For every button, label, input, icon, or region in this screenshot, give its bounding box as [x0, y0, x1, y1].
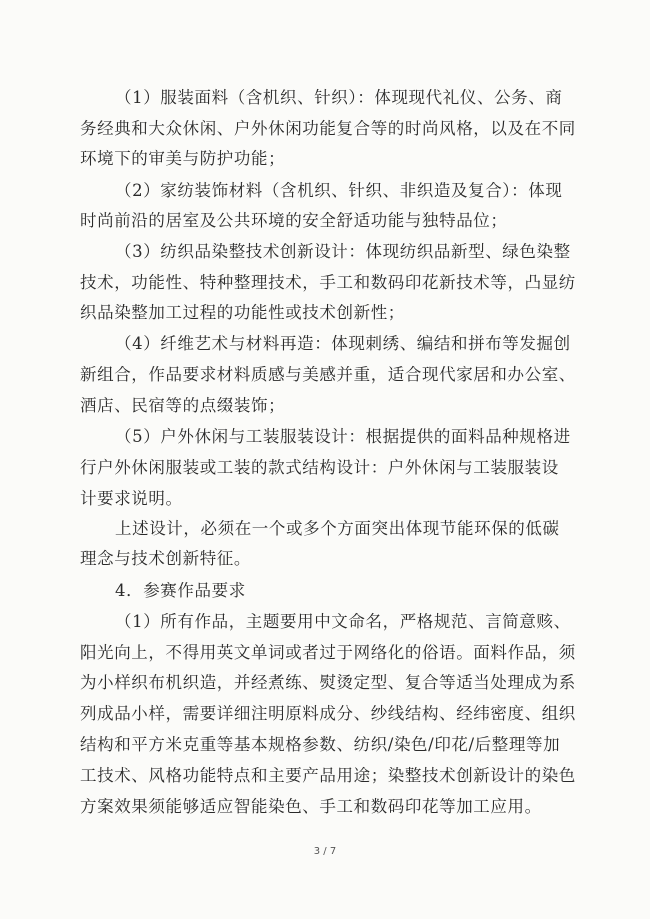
text-line: 上述设计，必须在一个或多个方面突出体现节能环保的低碳 [115, 519, 560, 538]
text-line: 环境下的审美与防护功能； [80, 149, 286, 168]
text-line: 方案效果须能够适应智能染色、手工和数码印花等加工应用。 [80, 797, 542, 816]
text-line: （2）家纺装饰材料（含机织、针织、非织造及复合）：体现 [115, 181, 563, 200]
page-number: 3 / 7 [313, 846, 337, 857]
text-line: 行户外休闲服装或工装的款式结构设计：户外休闲与工装服装设 [80, 458, 559, 477]
text-line: 列成品小样，需要详细注明原料成分、纱线结构、经纬密度、组织 [80, 704, 576, 723]
text-line: 务经典和大众休闲、户外休闲功能复合等的时尚风格，以及在不同 [80, 119, 576, 138]
text-line: （3）纺织品染整技术创新设计：体现纺织品新型、绿色染整 [115, 242, 571, 261]
text-line: 工技术、风格功能特点和主要产品用途；染整技术创新设计的染色 [80, 766, 576, 785]
section-heading: 4．参赛作品要求 [115, 581, 246, 600]
text-line: 结构和平方米克重等基本规格参数、纺织/染色/印花/后整理等加 [80, 735, 561, 754]
text-line: 织品染整加工过程的功能性或技术创新性； [80, 303, 405, 322]
text-line: 计要求说明。 [80, 489, 183, 508]
text-line: 技术，功能性、特种整理技术，手工和数码印花新技术等，凸显纺 [80, 273, 576, 292]
text-line: 理念与技术创新特征。 [80, 549, 251, 568]
text-line: 新组合，作品要求材料质感与美感并重，适合现代家居和办公室、 [80, 365, 576, 384]
text-line: （1）服装面料（含机织、针织）：体现现代礼仪、公务、商 [115, 88, 563, 107]
text-line: （4）纤维艺术与材料再造：体现刺绣、编结和拼布等发掘创 [115, 334, 571, 353]
text-line: 为小样织布机织造，并经煮练、熨烫定型、复合等适当处理成为系 [80, 673, 576, 692]
text-line: 阳光向上，不得用英文单词或者过于网络化的俗语。面料作品，须 [80, 643, 576, 662]
text-line: （1）所有作品，主题要用中文命名，严格规范、言简意赅、 [115, 612, 571, 631]
text-line: 酒店、民宿等的点缀装饰； [80, 396, 286, 415]
text-line: （5）户外休闲与工装服装设计：根据提供的面料品种规格进 [115, 427, 571, 446]
text-line: 时尚前沿的居室及公共环境的安全舒适功能与独特品位； [80, 211, 508, 230]
